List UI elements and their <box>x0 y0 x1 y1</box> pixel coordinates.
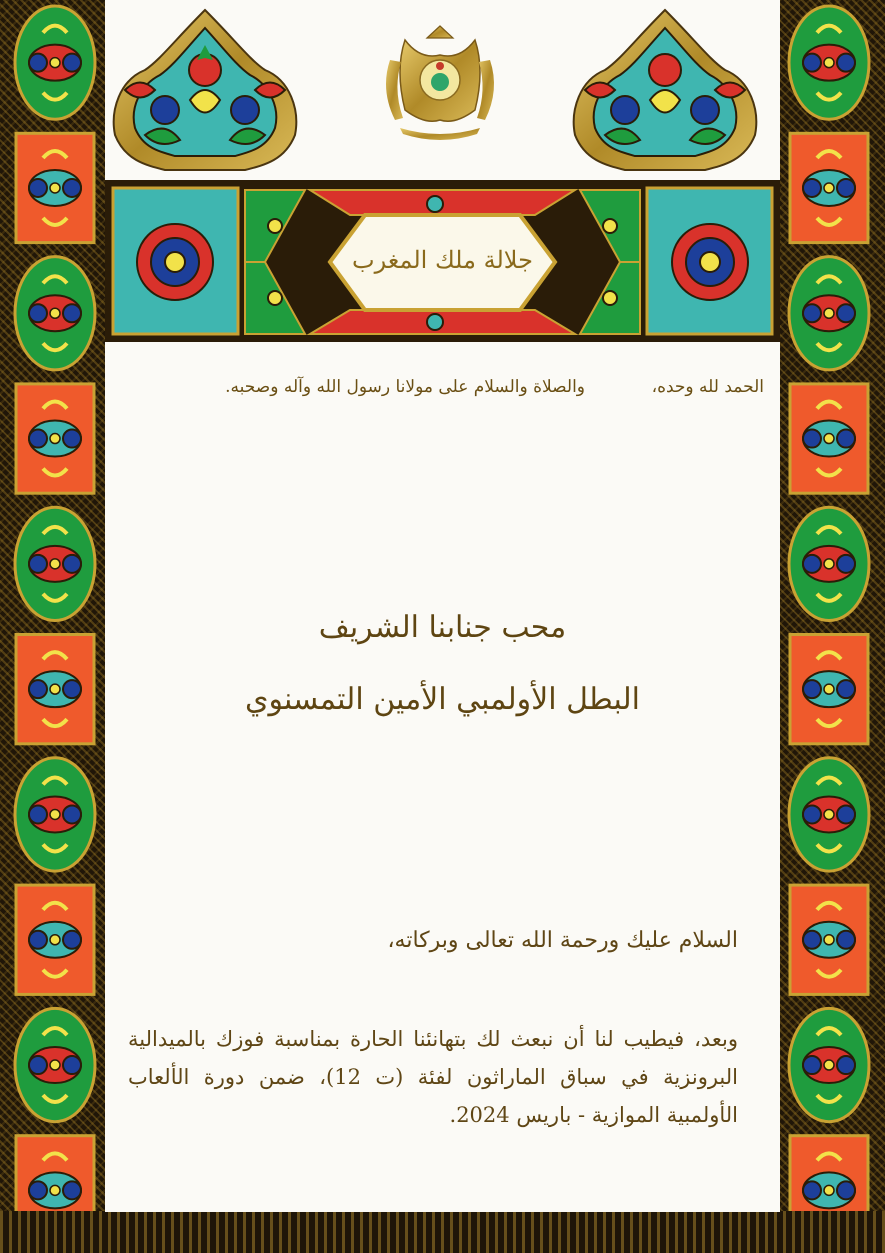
coat-of-arms-emblem <box>386 26 494 140</box>
border-medallion <box>16 885 94 994</box>
border-medallion <box>16 384 94 493</box>
left-dome-ornament <box>114 10 297 170</box>
invocation-line <box>115 377 770 407</box>
bottom-border <box>0 1211 885 1253</box>
border-medallion <box>790 384 868 493</box>
right-border-ornaments <box>782 0 877 1253</box>
border-medallion <box>789 507 869 620</box>
border-medallion <box>790 133 868 242</box>
border-medallion <box>790 885 868 994</box>
border-medallion <box>15 758 95 871</box>
border-medallion <box>789 1008 869 1121</box>
body-paragraph: وبعد، فيطيب لنا أن نبعث لك بتهانئنا الحارة بمناسبة فوزك بالميدالية البرونزية في سباق الماراثون لفئة (ت 12)، ضمن دورة الألعاب الأولمبية الموازية - باريس 2024. <box>128 1027 738 1127</box>
addressee-line-1: محب جنابنا الشريف <box>318 610 567 645</box>
addressee-line-2: البطل الأولمبي الأمين التمسنوي <box>244 682 640 717</box>
border-medallion <box>15 257 95 370</box>
border-medallion <box>16 635 94 744</box>
border-medallion <box>16 133 94 242</box>
border-medallion <box>15 1008 95 1121</box>
border-medallion <box>790 635 868 744</box>
border-medallion <box>789 758 869 871</box>
border-medallion <box>789 6 869 119</box>
border-medallion <box>15 507 95 620</box>
salat-text: والصلاة والسلام على مولانا رسول الله وآله وصحبه. <box>225 377 585 397</box>
plaque-title: جلالة ملك المغرب <box>352 246 533 274</box>
border-medallion <box>15 6 95 119</box>
border-medallion <box>789 257 869 370</box>
header-ornament <box>105 0 780 350</box>
greeting-line: السلام عليك ورحمة الله تعالى وبركاته، <box>387 928 738 953</box>
letter-paper <box>105 0 780 1212</box>
hamd-text: الحمد لله وحده، <box>651 377 764 397</box>
left-border-svg <box>8 0 103 1253</box>
right-border-svg <box>782 0 877 1253</box>
right-dome-ornament <box>574 10 757 170</box>
left-border-ornaments <box>8 0 103 1253</box>
